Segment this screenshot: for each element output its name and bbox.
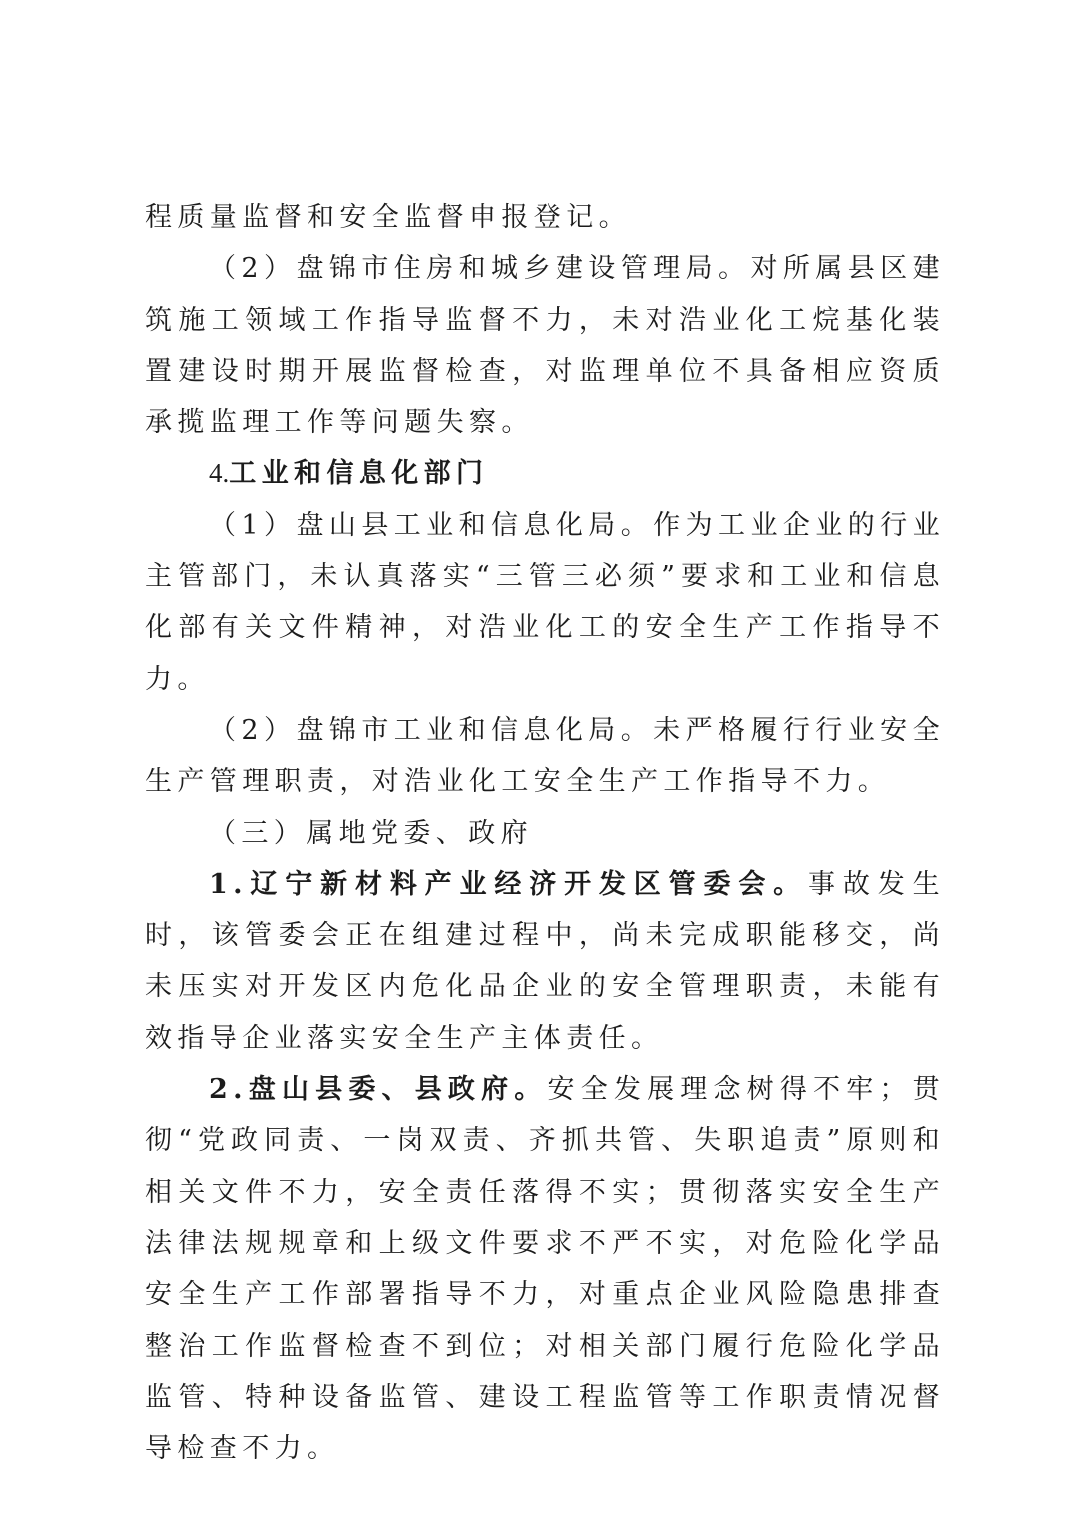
heading-text: 工业和信息化部门	[229, 458, 489, 490]
continuation-paragraph: 程质量监督和安全监督申报登记。	[145, 202, 631, 233]
section-heading-local-government: （三）属地党委、政府	[209, 817, 533, 849]
item-body: 事故发生时，该管委会正在组建过程中，尚未完成职能移交，尚未压实对开发区内危化品企业的安全管理职责，未能有效指导企业落实安全生产主体责任。	[145, 868, 945, 1054]
item-body: 安全发展理念树得不牢；贯彻“党政同责、一岗双责、齐抓共管、失职追责”原则和相关文件不力，安全责任落得不实；贯彻落实安全生产法律法规规章和上级文件要求不严不实，对危险化学品安全生产工作部署指导不力，对重点企业风险隐患排查整治工作监督检查不到位；对相关部门履行危险化学品监管、特种设备监管、建设工程监管等工作职责情况督导检查不力。	[145, 1074, 945, 1465]
item-panjin-industry-bureau: （2）盘锦市工业和信息化局。未严格履行行业安全生产管理职责，对浩业化工安全生产工作指导不力。	[145, 714, 945, 798]
item-lead: 2.盘山县委、县政府。	[209, 1074, 548, 1106]
item-development-zone-committee	[145, 859, 945, 1064]
item-county-committee-government	[145, 1064, 945, 1474]
item-housing-bureau: （2）盘锦市住房和城乡建设管理局。对所属县区建筑施工领域工作指导监督不力，未对浩业化工烷基化装置建设时期开展监督检查，对监理单位不具备相应资质承揽监理工作等问题失察。	[145, 253, 945, 439]
heading-number: 4.	[209, 458, 230, 489]
item-lead: 1.辽宁新材料产业经济开发区管委会。	[209, 868, 809, 900]
item-panshan-industry-bureau: （1）盘山县工业和信息化局。作为工业企业的行业主管部门，未认真落实“三管三必须”要求和工业和信息化部有关文件精神，对浩业化工的安全生产工作指导不力。	[145, 509, 945, 695]
heading-industry-departments	[145, 448, 945, 499]
document-body	[145, 192, 945, 1474]
